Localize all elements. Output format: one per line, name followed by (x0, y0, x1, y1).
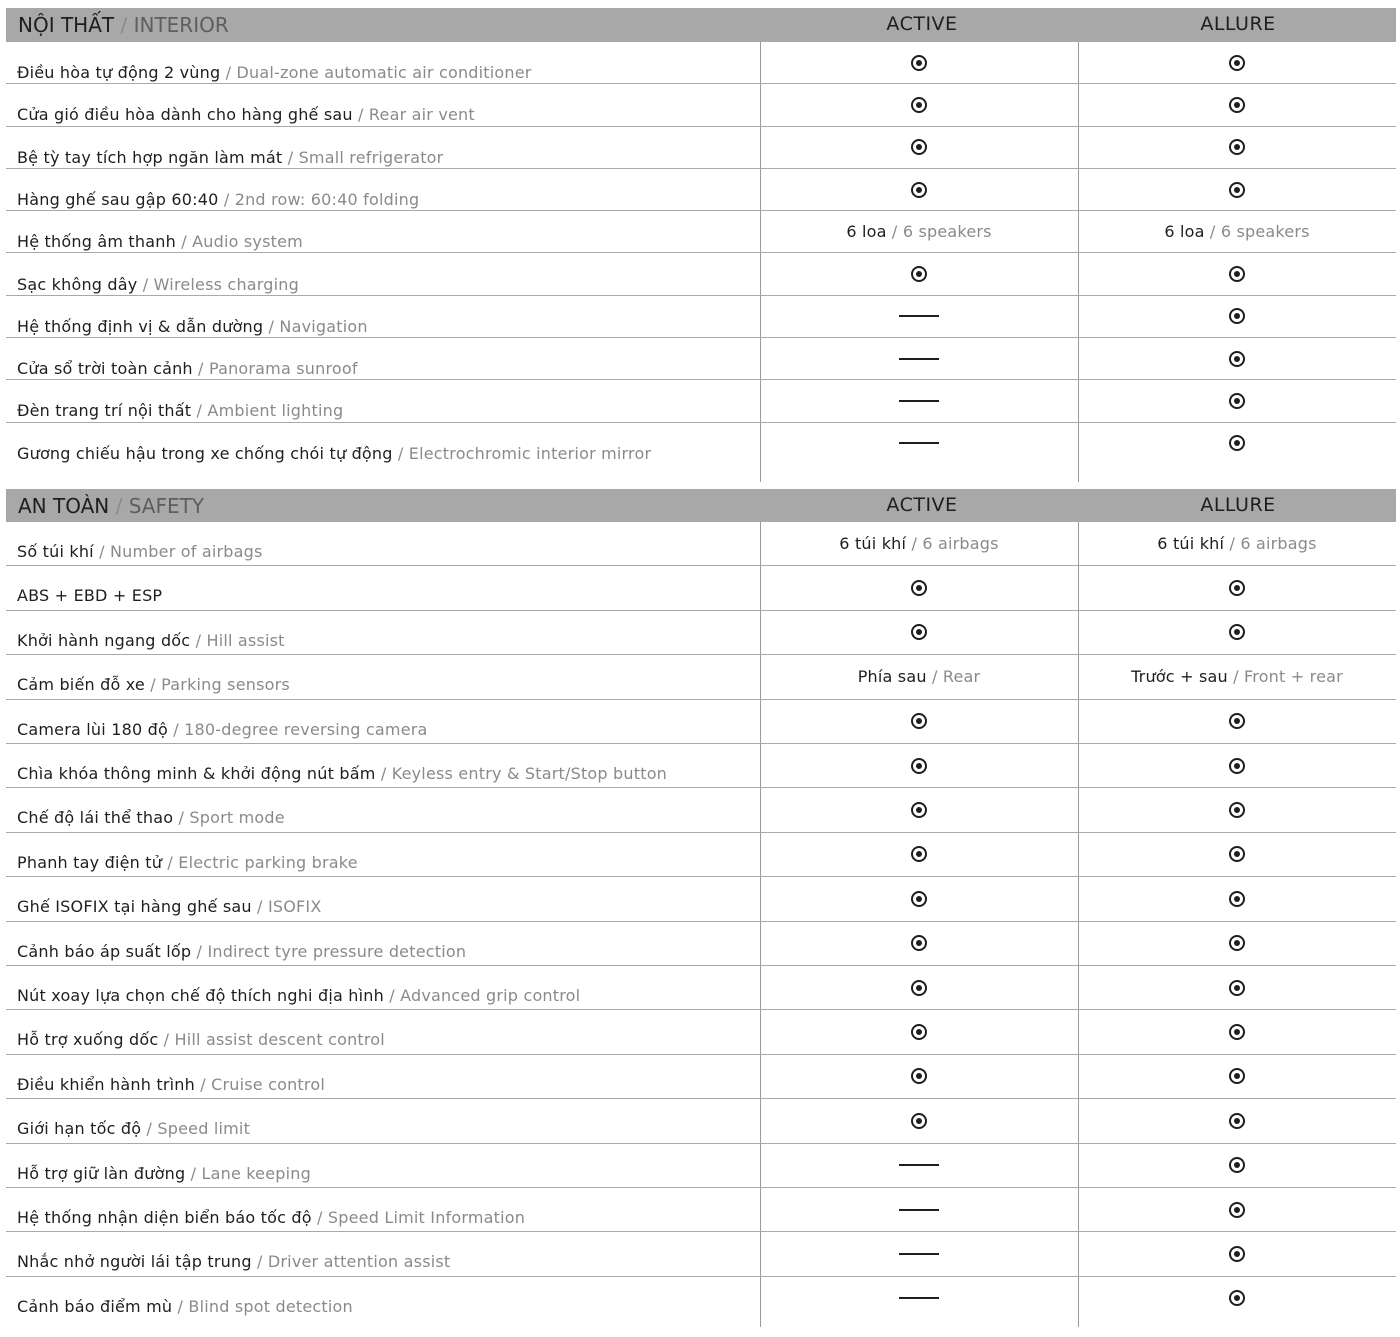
feature-label (17, 986, 580, 1005)
check-dot-icon (1229, 580, 1245, 596)
feature-label (17, 359, 358, 378)
active-cell (761, 380, 1077, 421)
active-cell (761, 833, 1077, 876)
check-dot-icon (911, 891, 927, 907)
table-row (6, 254, 1396, 296)
check-dot-icon (1229, 891, 1245, 907)
cell-value-vi: 6 loa (1164, 222, 1205, 242)
active-cell (761, 1055, 1077, 1098)
cell-value-en: Rear (942, 667, 981, 687)
active-cell (761, 877, 1077, 920)
allure-cell (1079, 380, 1395, 421)
check-dot-icon (1229, 97, 1245, 113)
feature-name-vi: Số túi khí (17, 542, 94, 561)
check-dot-icon (911, 139, 927, 155)
separator: / (906, 534, 923, 554)
table-row (6, 1188, 1396, 1232)
safety-header-band (6, 489, 1396, 522)
separator: / (282, 147, 299, 167)
feature-label (17, 1208, 525, 1227)
feature-name-vi: Hệ thống định vị & dẫn dường (17, 316, 264, 336)
separator: / (194, 1074, 212, 1094)
feature-label (17, 586, 162, 605)
separator: / (175, 232, 193, 252)
dash-icon (899, 1253, 939, 1255)
cell-value-vi: Trước + sau (1131, 667, 1228, 687)
feature-label (17, 720, 428, 739)
allure-cell (1079, 1232, 1395, 1275)
table-row (6, 211, 1396, 253)
cell-value (846, 222, 991, 241)
check-dot-icon (1229, 266, 1245, 282)
feature-name-vi: Hệ thống nhận diện biển báo tốc độ (17, 1208, 312, 1227)
feature-label (17, 63, 532, 82)
allure-cell (1079, 84, 1395, 125)
separator: / (251, 897, 268, 917)
feature-name-vi: Nhắc nhở người lái tập trung (17, 1252, 252, 1272)
feature-label (17, 190, 419, 209)
active-cell (761, 611, 1077, 654)
separator: / (218, 189, 235, 209)
allure-cell (1079, 169, 1395, 210)
feature-name-en: Speed limit (157, 1119, 251, 1139)
active-cell (761, 922, 1077, 965)
check-dot-icon (1229, 758, 1245, 774)
table-row (6, 1144, 1396, 1188)
feature-name-en: Ambient lighting (207, 401, 344, 421)
interior-title-vi: NỘI THẤT (18, 13, 115, 37)
allure-cell (1079, 1010, 1395, 1053)
allure-cell (1079, 1277, 1395, 1320)
cell-value (1164, 222, 1309, 241)
check-dot-icon (1229, 308, 1245, 324)
feature-name-en: Electric parking brake (178, 852, 358, 872)
feature-label (17, 1164, 311, 1183)
feature-name-en: ISOFIX (267, 897, 322, 917)
feature-label (17, 808, 285, 827)
dash-icon (899, 315, 939, 317)
table-row (6, 566, 1396, 610)
allure-cell (1079, 788, 1395, 831)
active-cell (761, 700, 1077, 743)
feature-name-vi: Hỗ trợ giữ làn đường (17, 1163, 186, 1183)
separator: / (383, 986, 401, 1005)
feature-name-en: Navigation (279, 316, 368, 336)
feature-name-vi: Phanh tay điện tử (17, 852, 163, 872)
check-dot-icon (911, 758, 927, 774)
table-row (6, 84, 1396, 126)
active-cell (761, 169, 1077, 210)
feature-label (17, 675, 290, 694)
feature-label (17, 148, 443, 167)
feature-name-vi: Bệ tỳ tay tích hợp ngăn làm mát (17, 147, 283, 167)
check-dot-icon (1229, 139, 1245, 155)
allure-cell (1079, 1055, 1395, 1098)
check-dot-icon (1229, 935, 1245, 951)
safety-col-active: ACTIVE (886, 494, 958, 516)
cell-value-en: 6 airbags (1240, 534, 1317, 554)
separator: / (251, 1252, 268, 1272)
feature-name-en: Blind spot detection (188, 1296, 353, 1316)
cell-value-en: 6 speakers (1220, 222, 1310, 242)
feature-label (17, 232, 303, 251)
separator: / (190, 630, 207, 650)
allure-cell (1079, 1144, 1395, 1187)
active-cell (761, 655, 1077, 698)
check-dot-icon (1229, 1024, 1245, 1040)
check-dot-icon (1229, 1290, 1245, 1306)
feature-label (17, 942, 466, 961)
table-row (6, 338, 1396, 380)
allure-cell (1079, 42, 1395, 83)
separator: / (167, 719, 185, 739)
separator: / (886, 222, 903, 242)
allure-cell (1079, 522, 1395, 565)
feature-name-vi: Gương chiếu hậu trong xe chống chói tự động (17, 443, 393, 463)
feature-name-vi: Hàng ghế sau gập 60:40 (17, 189, 219, 209)
separator: / (137, 274, 154, 294)
allure-cell (1079, 211, 1395, 252)
active-cell (761, 788, 1077, 831)
table-row (6, 655, 1396, 699)
feature-name-en: Cruise control (211, 1074, 325, 1094)
active-cell (761, 566, 1077, 609)
cell-value (1131, 667, 1343, 686)
check-dot-icon (1229, 393, 1245, 409)
check-dot-icon (911, 97, 927, 113)
feature-name-vi: Giới hạn tốc độ (17, 1119, 142, 1139)
feature-name-en: Keyless entry & Start/Stop button (391, 764, 668, 783)
feature-name-en: Electrochromic interior mirror (408, 443, 652, 463)
feature-label (17, 105, 475, 124)
table-row (6, 1055, 1396, 1099)
check-dot-icon (1229, 1068, 1245, 1084)
cell-value-vi: 6 túi khí (839, 534, 907, 554)
dash-icon (899, 442, 939, 444)
check-dot-icon (1229, 713, 1245, 729)
interior-title-en: INTERIOR (133, 13, 229, 37)
feature-label (17, 1252, 450, 1271)
allure-cell (1079, 966, 1395, 1009)
feature-name-en: Wireless charging (153, 274, 299, 294)
separator: / (141, 1119, 158, 1139)
cell-value-en: 6 airbags (922, 534, 999, 554)
separator: / (392, 443, 409, 463)
active-cell (761, 296, 1077, 337)
check-dot-icon (911, 713, 927, 729)
dash-icon (899, 1297, 939, 1299)
active-cell (761, 42, 1077, 83)
feature-name-vi: Sạc không dây (17, 274, 138, 294)
feature-name-vi: Cửa gió điều hòa dành cho hàng ghế sau (17, 105, 353, 125)
feature-name-en: Hill assist (206, 630, 285, 650)
interior-col-allure: ALLURE (1200, 13, 1276, 35)
feature-name-vi: Khởi hành ngang dốc (17, 630, 191, 650)
feature-name-vi: Cảnh báo điểm mù (17, 1296, 173, 1316)
cell-value-en: Front + rear (1244, 667, 1343, 687)
check-dot-icon (911, 1068, 927, 1084)
check-dot-icon (1229, 1157, 1245, 1173)
allure-cell (1079, 1188, 1395, 1231)
interior-title: NỘI THẤT / INTERIOR (18, 13, 229, 37)
feature-name-en: Panorama sunroof (208, 359, 358, 379)
check-dot-icon (911, 1024, 927, 1040)
dash-icon (899, 358, 939, 360)
cell-value-en: 6 speakers (902, 222, 992, 242)
feature-label (17, 542, 263, 561)
feature-name-vi: Camera lùi 180 độ (17, 719, 168, 739)
active-cell (761, 211, 1077, 252)
check-dot-icon (911, 580, 927, 596)
allure-cell (1079, 254, 1395, 295)
allure-cell (1079, 296, 1395, 337)
allure-cell (1079, 655, 1395, 698)
check-dot-icon (1229, 1246, 1245, 1262)
interior-section (6, 8, 1396, 482)
active-cell (761, 1099, 1077, 1142)
feature-label (17, 1297, 353, 1316)
separator: / (93, 542, 110, 561)
cell-value-vi: Phía sau (857, 667, 927, 687)
feature-label (17, 631, 285, 650)
feature-name-en: Dual-zone automatic air conditioner (236, 63, 532, 82)
check-dot-icon (1229, 846, 1245, 862)
feature-name-en: Hill assist descent control (174, 1030, 385, 1050)
safety-title: AN TOÀN / SAFETY (18, 494, 205, 518)
feature-name-vi: Đèn trang trí nội thất (17, 401, 192, 421)
safety-section (6, 489, 1396, 1329)
allure-cell (1079, 611, 1395, 654)
check-dot-icon (911, 624, 927, 640)
allure-cell (1079, 922, 1395, 965)
feature-label (17, 444, 651, 463)
feature-name-en: Number of airbags (110, 542, 263, 561)
separator: / (158, 1030, 175, 1050)
check-dot-icon (1229, 802, 1245, 818)
table-row (6, 522, 1396, 566)
separator: / (185, 1163, 202, 1183)
feature-label (17, 853, 358, 872)
dash-icon (899, 400, 939, 402)
active-cell (761, 522, 1077, 565)
table-row (6, 877, 1396, 921)
table-row (6, 380, 1396, 422)
check-dot-icon (911, 802, 927, 818)
interior-header-band (6, 8, 1396, 42)
allure-cell (1079, 700, 1395, 743)
check-dot-icon (911, 846, 927, 862)
check-dot-icon (1229, 980, 1245, 996)
separator: / (191, 401, 208, 421)
feature-name-vi: Hệ thống âm thanh (17, 232, 176, 252)
allure-cell (1079, 1099, 1395, 1142)
separator: / (926, 667, 943, 687)
cell-value-vi: 6 loa (846, 222, 887, 242)
feature-name-en: Lane keeping (201, 1163, 311, 1183)
active-cell (761, 1188, 1077, 1231)
safety-title-en: SAFETY (128, 494, 205, 518)
allure-cell (1079, 744, 1395, 787)
feature-label (17, 764, 667, 783)
separator: / (144, 675, 162, 695)
separator: / (172, 1296, 189, 1316)
feature-name-vi: Chế độ lái thể thao (17, 808, 174, 828)
check-dot-icon (911, 55, 927, 71)
table-row (6, 1099, 1396, 1143)
cell-value-vi: 6 túi khí (1157, 534, 1225, 554)
feature-name-vi: Cảm biến đỗ xe (17, 675, 145, 695)
table-row (6, 296, 1396, 338)
check-dot-icon (911, 980, 927, 996)
active-cell (761, 338, 1077, 379)
feature-name-vi: ABS + EBD + ESP (17, 586, 163, 606)
feature-label (17, 1119, 250, 1138)
active-cell (761, 254, 1077, 295)
feature-label (17, 897, 322, 916)
active-cell (761, 423, 1077, 464)
check-dot-icon (1229, 1202, 1245, 1218)
feature-name-en: Driver attention assist (267, 1252, 451, 1272)
table-row (6, 127, 1396, 169)
feature-label (17, 317, 368, 336)
feature-name-en: 2nd row: 60:40 folding (234, 189, 420, 209)
feature-label (17, 401, 343, 420)
feature-name-en: Speed Limit Information (327, 1208, 526, 1227)
feature-name-en: Indirect tyre pressure detection (207, 941, 467, 961)
active-cell (761, 1144, 1077, 1187)
feature-name-en: Rear air vent (368, 105, 475, 125)
active-cell (761, 1010, 1077, 1053)
separator: / (220, 63, 237, 82)
active-cell (761, 1232, 1077, 1275)
dash-icon (899, 1209, 939, 1211)
table-row (6, 700, 1396, 744)
separator: / (173, 808, 190, 828)
dash-icon (899, 1164, 939, 1166)
separator: / (1227, 667, 1245, 687)
active-cell (761, 966, 1077, 1009)
table-row (6, 1232, 1396, 1276)
feature-name-vi: Điều khiển hành trình (17, 1074, 195, 1094)
table-row (6, 788, 1396, 832)
allure-cell (1079, 566, 1395, 609)
separator: / (162, 852, 179, 872)
feature-name-vi: Điều hòa tự động 2 vùng (17, 63, 221, 82)
table-row (6, 423, 1396, 465)
table-row (6, 744, 1396, 788)
check-dot-icon (1229, 55, 1245, 71)
check-dot-icon (911, 182, 927, 198)
feature-name-en: Sport mode (189, 808, 285, 828)
feature-label (17, 1030, 385, 1049)
feature-name-vi: Cửa sổ trời toàn cảnh (17, 359, 193, 379)
feature-name-vi: Ghế ISOFIX tại hàng ghế sau (17, 897, 252, 917)
separator: / (311, 1208, 328, 1227)
feature-name-vi: Cảnh báo áp suất lốp (17, 941, 192, 961)
table-row (6, 611, 1396, 655)
separator: / (375, 764, 392, 783)
table-row (6, 922, 1396, 966)
allure-cell (1079, 338, 1395, 379)
feature-name-vi: Hỗ trợ xuống dốc (17, 1030, 159, 1050)
check-dot-icon (911, 1113, 927, 1129)
separator: / (1224, 534, 1241, 554)
allure-cell (1079, 423, 1395, 464)
check-dot-icon (1229, 435, 1245, 451)
check-dot-icon (1229, 624, 1245, 640)
feature-label (17, 1075, 325, 1094)
feature-label (17, 275, 299, 294)
active-cell (761, 1277, 1077, 1320)
table-row (6, 833, 1396, 877)
check-dot-icon (911, 266, 927, 282)
cell-value (1157, 534, 1316, 553)
table-row (6, 1277, 1396, 1321)
cell-value (839, 534, 998, 553)
feature-name-vi: Chìa khóa thông minh & khởi động nút bấm (17, 764, 376, 783)
allure-cell (1079, 833, 1395, 876)
active-cell (761, 127, 1077, 168)
safety-title-vi: AN TOÀN (18, 494, 110, 518)
feature-name-en: Parking sensors (161, 675, 290, 695)
feature-name-en: Audio system (192, 232, 303, 252)
allure-cell (1079, 877, 1395, 920)
cell-value (858, 667, 981, 686)
interior-col-active: ACTIVE (886, 13, 958, 35)
feature-name-en: Small refrigerator (298, 147, 444, 167)
feature-name-en: Advanced grip control (400, 986, 581, 1005)
feature-name-vi: Nút xoay lựa chọn chế độ thích nghi địa hình (17, 986, 384, 1005)
check-dot-icon (1229, 182, 1245, 198)
separator: / (191, 941, 208, 961)
table-row (6, 42, 1396, 84)
feature-name-en: 180-degree reversing camera (184, 719, 428, 739)
safety-col-allure: ALLURE (1200, 494, 1276, 516)
separator: / (263, 316, 280, 336)
active-cell (761, 744, 1077, 787)
separator: / (352, 105, 369, 125)
check-dot-icon (1229, 351, 1245, 367)
table-row (6, 169, 1396, 211)
check-dot-icon (1229, 1113, 1245, 1129)
check-dot-icon (911, 935, 927, 951)
allure-cell (1079, 127, 1395, 168)
table-row (6, 966, 1396, 1010)
separator: / (192, 359, 209, 379)
active-cell (761, 84, 1077, 125)
table-row (6, 1010, 1396, 1054)
separator: / (1204, 222, 1221, 242)
